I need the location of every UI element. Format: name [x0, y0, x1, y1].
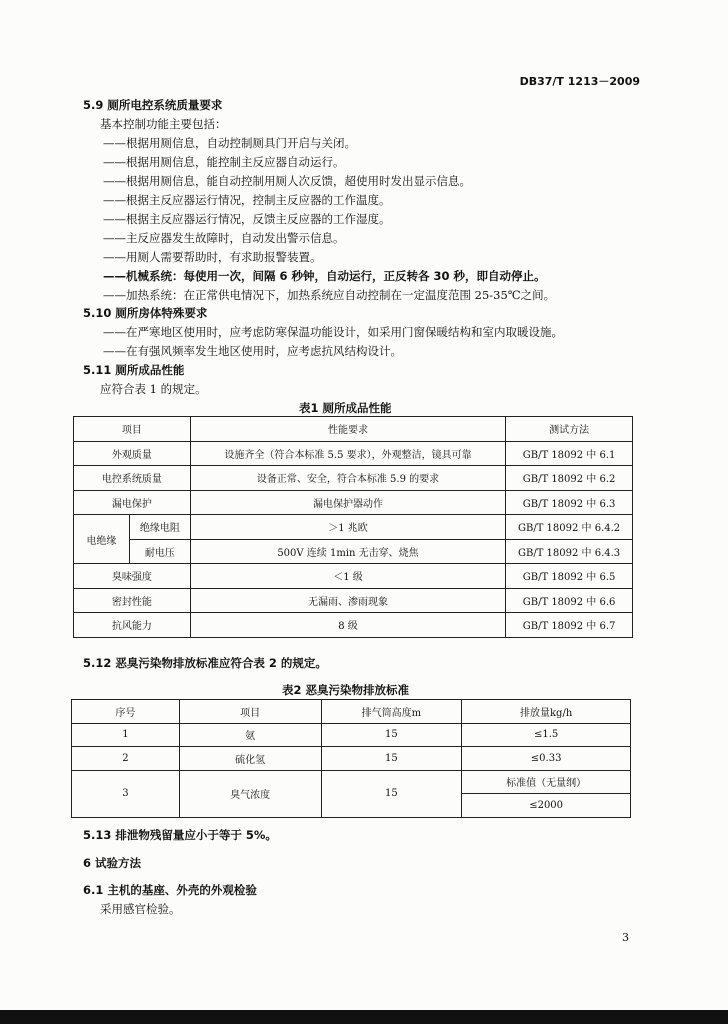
table-cell: 设施齐全（符合本标准 5.5 要求），外观整洁，镜具可靠 — [190, 441, 505, 466]
product-performance-table — [73, 416, 633, 638]
table-cell: 密封性能 — [74, 588, 191, 613]
list-item: ——根据主反应器运行情况，反馈主反应器的工作湿度。 — [103, 212, 391, 226]
list-item: ——根据用厕信息，自动控制厕具门开启与关闭。 — [103, 136, 356, 150]
section-5-9-intro: 基本控制功能主要包括： — [100, 117, 227, 131]
table-cell: ＞1 兆欧 — [190, 515, 505, 540]
list-item: ——主反应器发生故障时，自动发出警示信息。 — [103, 231, 345, 245]
table-cell: 1 — [72, 723, 180, 747]
table-row — [74, 515, 633, 540]
table-cell: 漏电保护器动作 — [190, 490, 505, 515]
table-cell: 漏电保护 — [74, 490, 191, 515]
section-5-13-title: 5.13 排泄物残留量应小于等于 5%。 — [83, 828, 277, 842]
table-row — [74, 466, 633, 491]
table-cell: ≤0.33 — [462, 747, 631, 771]
scan-edge-bar — [0, 1010, 728, 1024]
table-row — [74, 441, 633, 466]
section-5-12-title: 5.12 恶臭污染物排放标准应符合表 2 的规定。 — [83, 656, 327, 670]
list-item: ——在严寒地区使用时，应考虑防寒保温功能设计，如采用门窗保暖结构和室内取暖设施。 — [103, 325, 563, 339]
table-row — [72, 747, 631, 771]
header-cell: 项目 — [74, 417, 191, 442]
list-item: ——根据用厕信息，能控制主反应器自动运行。 — [103, 155, 345, 169]
table-row — [74, 539, 633, 564]
table-cell: 无漏雨、渗雨现象 — [190, 588, 505, 613]
table-cell: GB/T 18092 中 6.6 — [506, 588, 633, 613]
list-item: ——机械系统：每使用一次，间隔 6 秒钟，自动运行，正反转各 30 秒，即自动停止。 — [103, 269, 546, 283]
table-cell: GB/T 18092 中 6.7 — [506, 613, 633, 638]
section-5-11-title: 5.11 厕所成品性能 — [83, 363, 185, 377]
header-cell: 测试方法 — [506, 417, 633, 442]
section-6-title: 6 试验方法 — [83, 856, 142, 870]
section-6-1-text: 采用感官检验。 — [100, 902, 181, 916]
table-cell: 15 — [321, 723, 462, 747]
table-cell: 抗风能力 — [74, 613, 191, 638]
table-cell: 设备正常、安全，符合本标准 5.9 的要求 — [190, 466, 505, 491]
table-cell: GB/T 18092 中 6.5 — [506, 564, 633, 589]
table-row — [74, 490, 633, 515]
table-cell: GB/T 18092 中 6.2 — [506, 466, 633, 491]
list-item: ——在有强风频率发生地区使用时，应考虑抗风结构设计。 — [103, 344, 402, 358]
table-cell: 15 — [321, 747, 462, 771]
section-5-9-title: 5.9 厕所电控系统质量要求 — [83, 98, 223, 112]
table-row — [74, 588, 633, 613]
list-item: ——根据主反应器运行情况，控制主反应器的工作温度。 — [103, 193, 391, 207]
header-cell: 序号 — [72, 700, 180, 724]
table-cell: 硫化氢 — [179, 747, 321, 771]
header-cell: 项目 — [179, 700, 321, 724]
list-item: ——加热系统：在正常供电情况下，加热系统应自动控制在一定温度范围 25-35℃之间。 — [103, 288, 556, 302]
section-5-10-title: 5.10 厕所房体特殊要求 — [83, 306, 208, 320]
table-header-row — [72, 700, 631, 724]
table-cell: GB/T 18092 中 6.3 — [506, 490, 633, 515]
header-cell: 排气筒高度m — [321, 700, 462, 724]
header-cell: 性能要求 — [190, 417, 505, 442]
table2-caption: 表2 恶臭污染物排放标准 — [282, 683, 410, 697]
document-number: DB37/T 1213－2009 — [519, 75, 640, 88]
table-cell: 2 — [72, 747, 180, 771]
odor-emission-table — [71, 699, 631, 818]
table-cell: 臭味强度 — [74, 564, 191, 589]
table-row — [74, 613, 633, 638]
table-cell: 8 级 — [190, 613, 505, 638]
table-cell: 电控系统质量 — [74, 466, 191, 491]
table-cell: 3 — [72, 770, 180, 817]
header-cell: 排放量kg/h — [462, 700, 631, 724]
table-row — [72, 770, 631, 794]
table-cell: ≤1.5 — [462, 723, 631, 747]
table-cell: 绝缘电阻 — [129, 515, 190, 540]
group-cell: 电绝缘 — [74, 515, 130, 564]
table-cell: ＜1 级 — [190, 564, 505, 589]
table-cell: 氨 — [179, 723, 321, 747]
table-cell: 外观质量 — [74, 441, 191, 466]
table-cell: 15 — [321, 770, 462, 817]
table-cell: GB/T 18092 中 6.1 — [506, 441, 633, 466]
table1-caption: 表1 厕所成品性能 — [299, 401, 392, 415]
list-item: ——根据用厕信息，能自动控制用厕人次反馈，超使用时发出显示信息。 — [103, 174, 471, 188]
table-cell: 标准值（无量纲） — [462, 770, 631, 794]
list-item: ——用厕人需要帮助时，有求助报警装置。 — [103, 250, 322, 264]
table-cell: ≤2000 — [462, 794, 631, 818]
table-cell: GB/T 18092 中 6.4.2 — [506, 515, 633, 540]
table-cell: 耐电压 — [129, 539, 190, 564]
table-header-row — [74, 417, 633, 442]
section-5-11-text: 应符合表 1 的规定。 — [100, 382, 207, 396]
table-row — [74, 564, 633, 589]
table-row — [72, 723, 631, 747]
table-cell: GB/T 18092 中 6.4.3 — [506, 539, 633, 564]
table-cell: 500V 连续 1min 无击穿、烧焦 — [190, 539, 505, 564]
page-number: 3 — [622, 931, 629, 944]
table-cell: 臭气浓度 — [179, 770, 321, 817]
section-6-1-title: 6.1 主机的基座、外壳的外观检验 — [83, 883, 257, 897]
